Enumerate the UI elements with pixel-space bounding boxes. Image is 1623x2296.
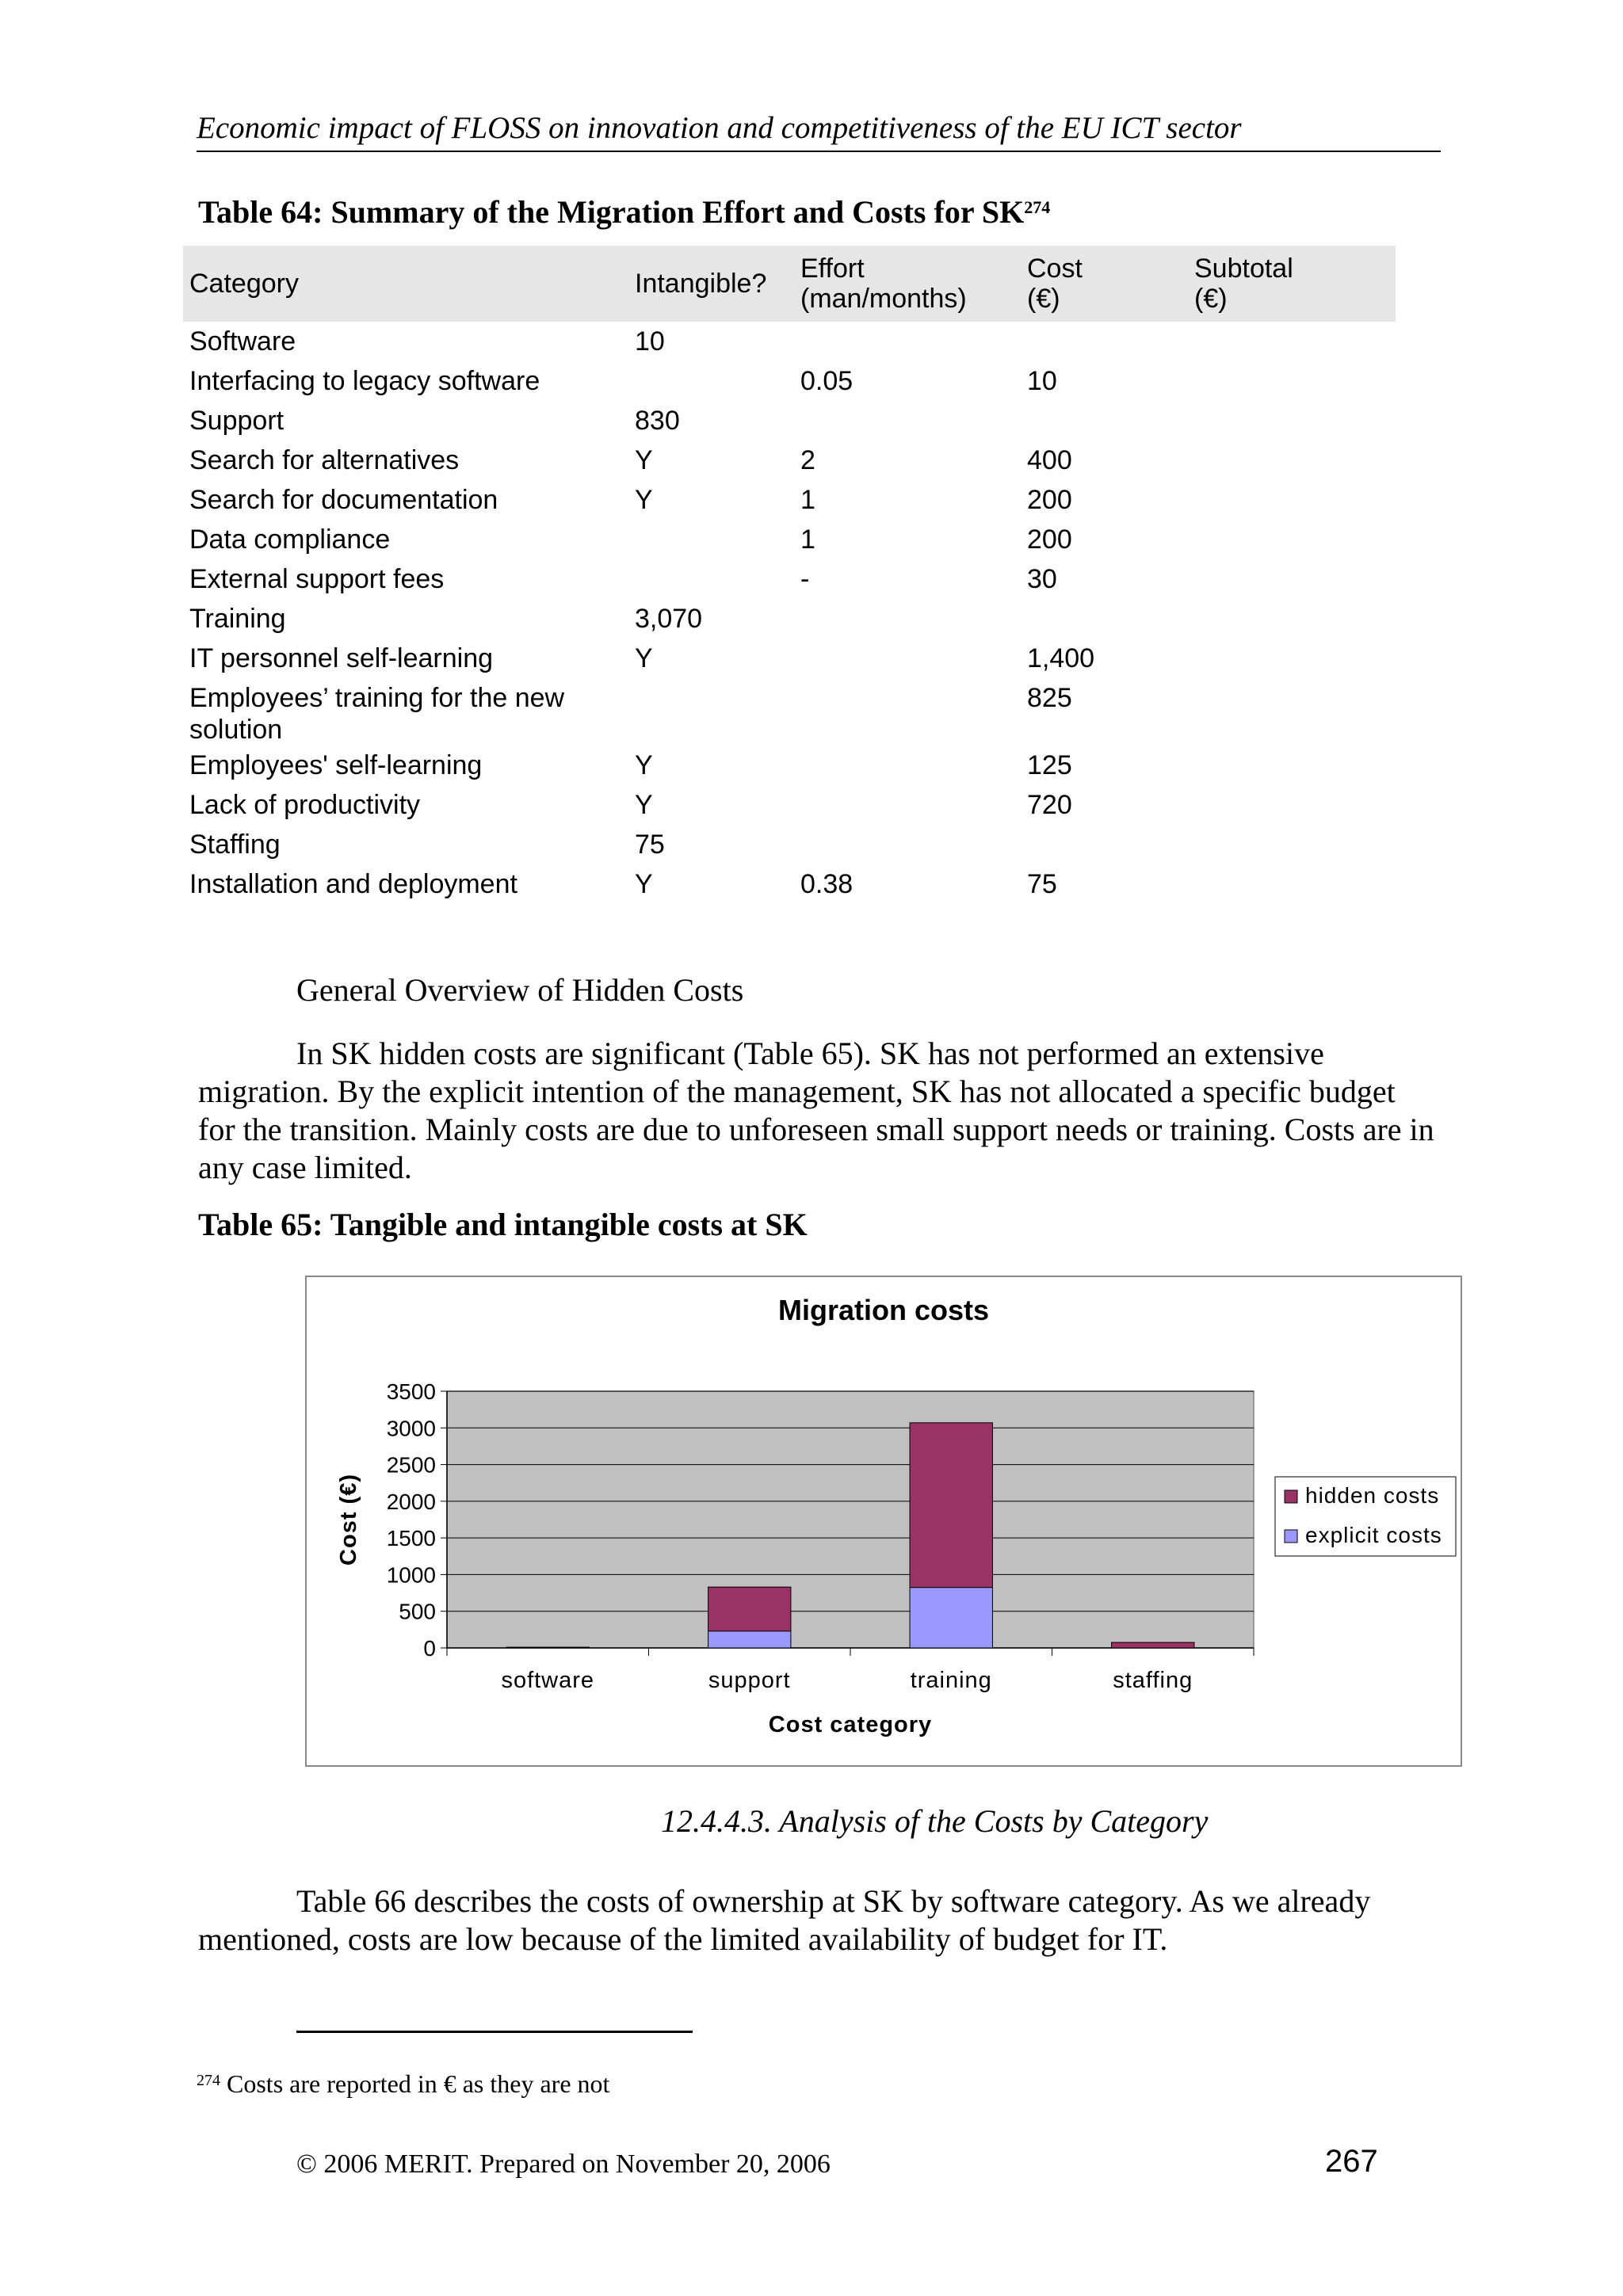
cell-intangible: Y bbox=[635, 790, 653, 820]
cell-subtotal bbox=[1194, 746, 1389, 749]
table-header-row bbox=[183, 246, 1396, 322]
cell-category: Lack of productivity bbox=[189, 790, 421, 820]
table-row bbox=[183, 599, 1396, 639]
cell-cost bbox=[1027, 599, 1194, 603]
table-65-caption: Table 65: Tangible and intangible costs at SK bbox=[198, 1207, 808, 1242]
cell-subtotal bbox=[1194, 322, 1389, 326]
cell-category: IT personnel self-learning bbox=[189, 643, 494, 673]
header-cost: Cost (€) bbox=[1027, 254, 1083, 314]
cell-cost: 825 bbox=[1027, 683, 1072, 713]
x-tick-label: support bbox=[708, 1668, 791, 1693]
cell-intangible: Y bbox=[635, 445, 653, 475]
table-row bbox=[183, 480, 1396, 520]
cell-effort bbox=[800, 825, 1027, 829]
overview-heading: General Overview of Hidden Costs bbox=[296, 972, 744, 1008]
running-header: Economic impact of FLOSS on innovation and competitiveness of the EU ICT sector bbox=[197, 108, 1441, 152]
cell-effort: 2 bbox=[800, 445, 815, 475]
analysis-paragraph: Table 66 describes the costs of ownership at SK by software category. As we already mentioned, costs are low because of the limited availability of budget for IT. bbox=[198, 1883, 1371, 1957]
cell-effort: 1 bbox=[800, 485, 815, 515]
cell-subtotal bbox=[1194, 401, 1389, 405]
cell-category: Data compliance bbox=[189, 524, 391, 555]
cell-effort: 0.05 bbox=[800, 366, 854, 396]
cell-cost bbox=[1027, 825, 1194, 829]
footnote-separator bbox=[296, 2031, 693, 2033]
y-tick-label: 500 bbox=[399, 1599, 436, 1624]
cell-effort: - bbox=[800, 564, 810, 594]
table-row bbox=[183, 639, 1396, 678]
cell-subtotal bbox=[1194, 520, 1389, 524]
y-tick-label: 0 bbox=[423, 1636, 436, 1661]
header-category: Category bbox=[189, 269, 299, 299]
cell-effort bbox=[800, 746, 1027, 749]
table-row bbox=[183, 864, 1396, 904]
cell-category: Software bbox=[189, 326, 296, 357]
cell-effort bbox=[800, 401, 1027, 405]
cell-intangible bbox=[635, 678, 800, 682]
cell-cost: 720 bbox=[1027, 790, 1072, 820]
cell-effort bbox=[800, 785, 1027, 789]
table-row bbox=[183, 441, 1396, 480]
cell-effort bbox=[800, 599, 1027, 603]
cell-subtotal bbox=[1194, 825, 1389, 829]
plot-area bbox=[447, 1391, 1254, 1648]
table-row bbox=[183, 825, 1396, 864]
copyright-notice: © 2006 MERIT. Prepared on November 20, 2006 bbox=[296, 2149, 831, 2179]
legend-swatch-hidden-costs bbox=[1285, 1490, 1297, 1503]
bar-hidden-costs-software bbox=[506, 1647, 589, 1648]
x-tick-label: training bbox=[910, 1668, 992, 1693]
table-64-footnote-ref: 274 bbox=[1024, 197, 1051, 217]
legend-label-hidden-costs: hidden costs bbox=[1305, 1483, 1440, 1508]
cell-effort bbox=[800, 678, 1027, 682]
chart-title: Migration costs bbox=[777, 1294, 990, 1326]
table-row bbox=[183, 401, 1396, 441]
cell-cost: 75 bbox=[1027, 869, 1057, 899]
bar-hidden-costs-support bbox=[708, 1587, 791, 1631]
table-row bbox=[183, 322, 1396, 361]
cell-cost: 200 bbox=[1027, 524, 1072, 555]
table-body bbox=[183, 322, 1396, 904]
y-tick-label: 1500 bbox=[386, 1526, 436, 1551]
x-tick-label: staffing bbox=[1113, 1668, 1193, 1693]
table-row bbox=[183, 559, 1396, 599]
x-axis-title: Cost category bbox=[768, 1712, 933, 1737]
header-effort: Effort (man/months) bbox=[800, 254, 967, 314]
cell-intangible: Y bbox=[635, 643, 653, 673]
cell-category: Training bbox=[189, 604, 286, 634]
cell-subtotal bbox=[1194, 864, 1389, 868]
header-subtotal: Subtotal (€) bbox=[1194, 254, 1293, 314]
table-row bbox=[183, 678, 1396, 746]
cell-cost: 125 bbox=[1027, 750, 1072, 780]
legend-label-explicit-costs: explicit costs bbox=[1305, 1523, 1442, 1547]
cell-category: Support bbox=[189, 406, 285, 436]
cell-intangible: 3,070 bbox=[635, 604, 703, 634]
cell-cost: 200 bbox=[1027, 485, 1072, 515]
table-64-caption bbox=[198, 193, 1050, 231]
y-tick-label: 3500 bbox=[386, 1379, 436, 1404]
x-tick-label: software bbox=[501, 1668, 595, 1693]
header-intangible: Intangible? bbox=[635, 269, 767, 299]
footnote bbox=[197, 2068, 609, 2100]
y-axis-title: Cost (€) bbox=[336, 1474, 361, 1566]
migration-cost-table bbox=[183, 246, 1396, 904]
cell-subtotal bbox=[1194, 785, 1389, 789]
legend-swatch-explicit-costs bbox=[1285, 1530, 1297, 1543]
cell-category: Installation and deployment bbox=[189, 869, 517, 899]
cell-category: Staffing bbox=[189, 830, 281, 860]
bar-hidden-costs-staffing bbox=[1112, 1642, 1194, 1648]
bar-explicit-costs-support bbox=[708, 1631, 791, 1648]
cell-subtotal bbox=[1194, 480, 1389, 484]
table-row bbox=[183, 785, 1396, 825]
cell-effort bbox=[800, 639, 1027, 643]
subsection-heading: 12.4.4.3. Analysis of the Costs by Category bbox=[661, 1803, 1209, 1839]
cell-intangible bbox=[635, 361, 800, 365]
table-row bbox=[183, 520, 1396, 559]
cell-effort: 0.38 bbox=[800, 869, 854, 899]
cell-intangible bbox=[635, 559, 800, 563]
cell-category: Interfacing to legacy software bbox=[189, 366, 540, 396]
cell-category: Search for alternatives bbox=[189, 445, 460, 475]
y-tick-label: 1000 bbox=[386, 1562, 436, 1588]
cell-intangible: 75 bbox=[635, 830, 665, 860]
cell-cost: 30 bbox=[1027, 564, 1057, 594]
y-tick-label: 2000 bbox=[386, 1489, 436, 1514]
cell-effort: 1 bbox=[800, 524, 815, 555]
bar-hidden-costs-training bbox=[910, 1423, 992, 1588]
cell-cost bbox=[1027, 322, 1194, 326]
y-tick-label: 3000 bbox=[386, 1416, 436, 1441]
cell-cost: 10 bbox=[1027, 366, 1057, 396]
overview-paragraph: In SK hidden costs are significant (Table 65). SK has not performed an extensive migration. By the explicit intention of the management, SK has not allocated a specific budget for the transition. Mainly costs are due to unforeseen small support needs or training. Costs are in any case limited. bbox=[198, 1035, 1434, 1185]
table-64-caption-text: Table 64: Summary of the Migration Effort and Costs for SK bbox=[198, 194, 1025, 230]
cell-category: External support fees bbox=[189, 564, 445, 594]
cell-cost: 400 bbox=[1027, 445, 1072, 475]
cell-subtotal bbox=[1194, 361, 1389, 365]
bar-explicit-costs-training bbox=[910, 1588, 992, 1648]
cell-subtotal bbox=[1194, 559, 1389, 563]
cell-cost: 1,400 bbox=[1027, 643, 1095, 673]
migration-costs-chart bbox=[305, 1276, 1462, 1767]
page-number: 267 bbox=[1325, 2144, 1378, 2179]
y-tick-label: 2500 bbox=[386, 1452, 436, 1478]
cell-subtotal bbox=[1194, 599, 1389, 603]
footnote-number: 274 bbox=[197, 2072, 220, 2089]
cell-subtotal bbox=[1194, 678, 1389, 682]
cell-intangible: Y bbox=[635, 485, 653, 515]
cell-category: Employees' self-learning bbox=[189, 750, 483, 780]
cell-cost bbox=[1027, 401, 1194, 405]
table-row bbox=[183, 361, 1396, 401]
cell-effort bbox=[800, 322, 1027, 326]
cell-subtotal bbox=[1194, 639, 1389, 643]
chart-svg bbox=[307, 1277, 1461, 1765]
cell-intangible: 10 bbox=[635, 326, 665, 357]
cell-intangible: Y bbox=[635, 869, 653, 899]
cell-category: Search for documentation bbox=[189, 485, 498, 515]
table-row bbox=[183, 746, 1396, 785]
footnote-text: Costs are reported in € as they are not bbox=[227, 2069, 610, 2098]
cell-intangible: Y bbox=[635, 750, 653, 780]
cell-intangible: 830 bbox=[635, 406, 680, 436]
cell-category: Employees’ training for the new solution bbox=[189, 683, 565, 745]
cell-intangible bbox=[635, 520, 800, 524]
cell-subtotal bbox=[1194, 441, 1389, 444]
